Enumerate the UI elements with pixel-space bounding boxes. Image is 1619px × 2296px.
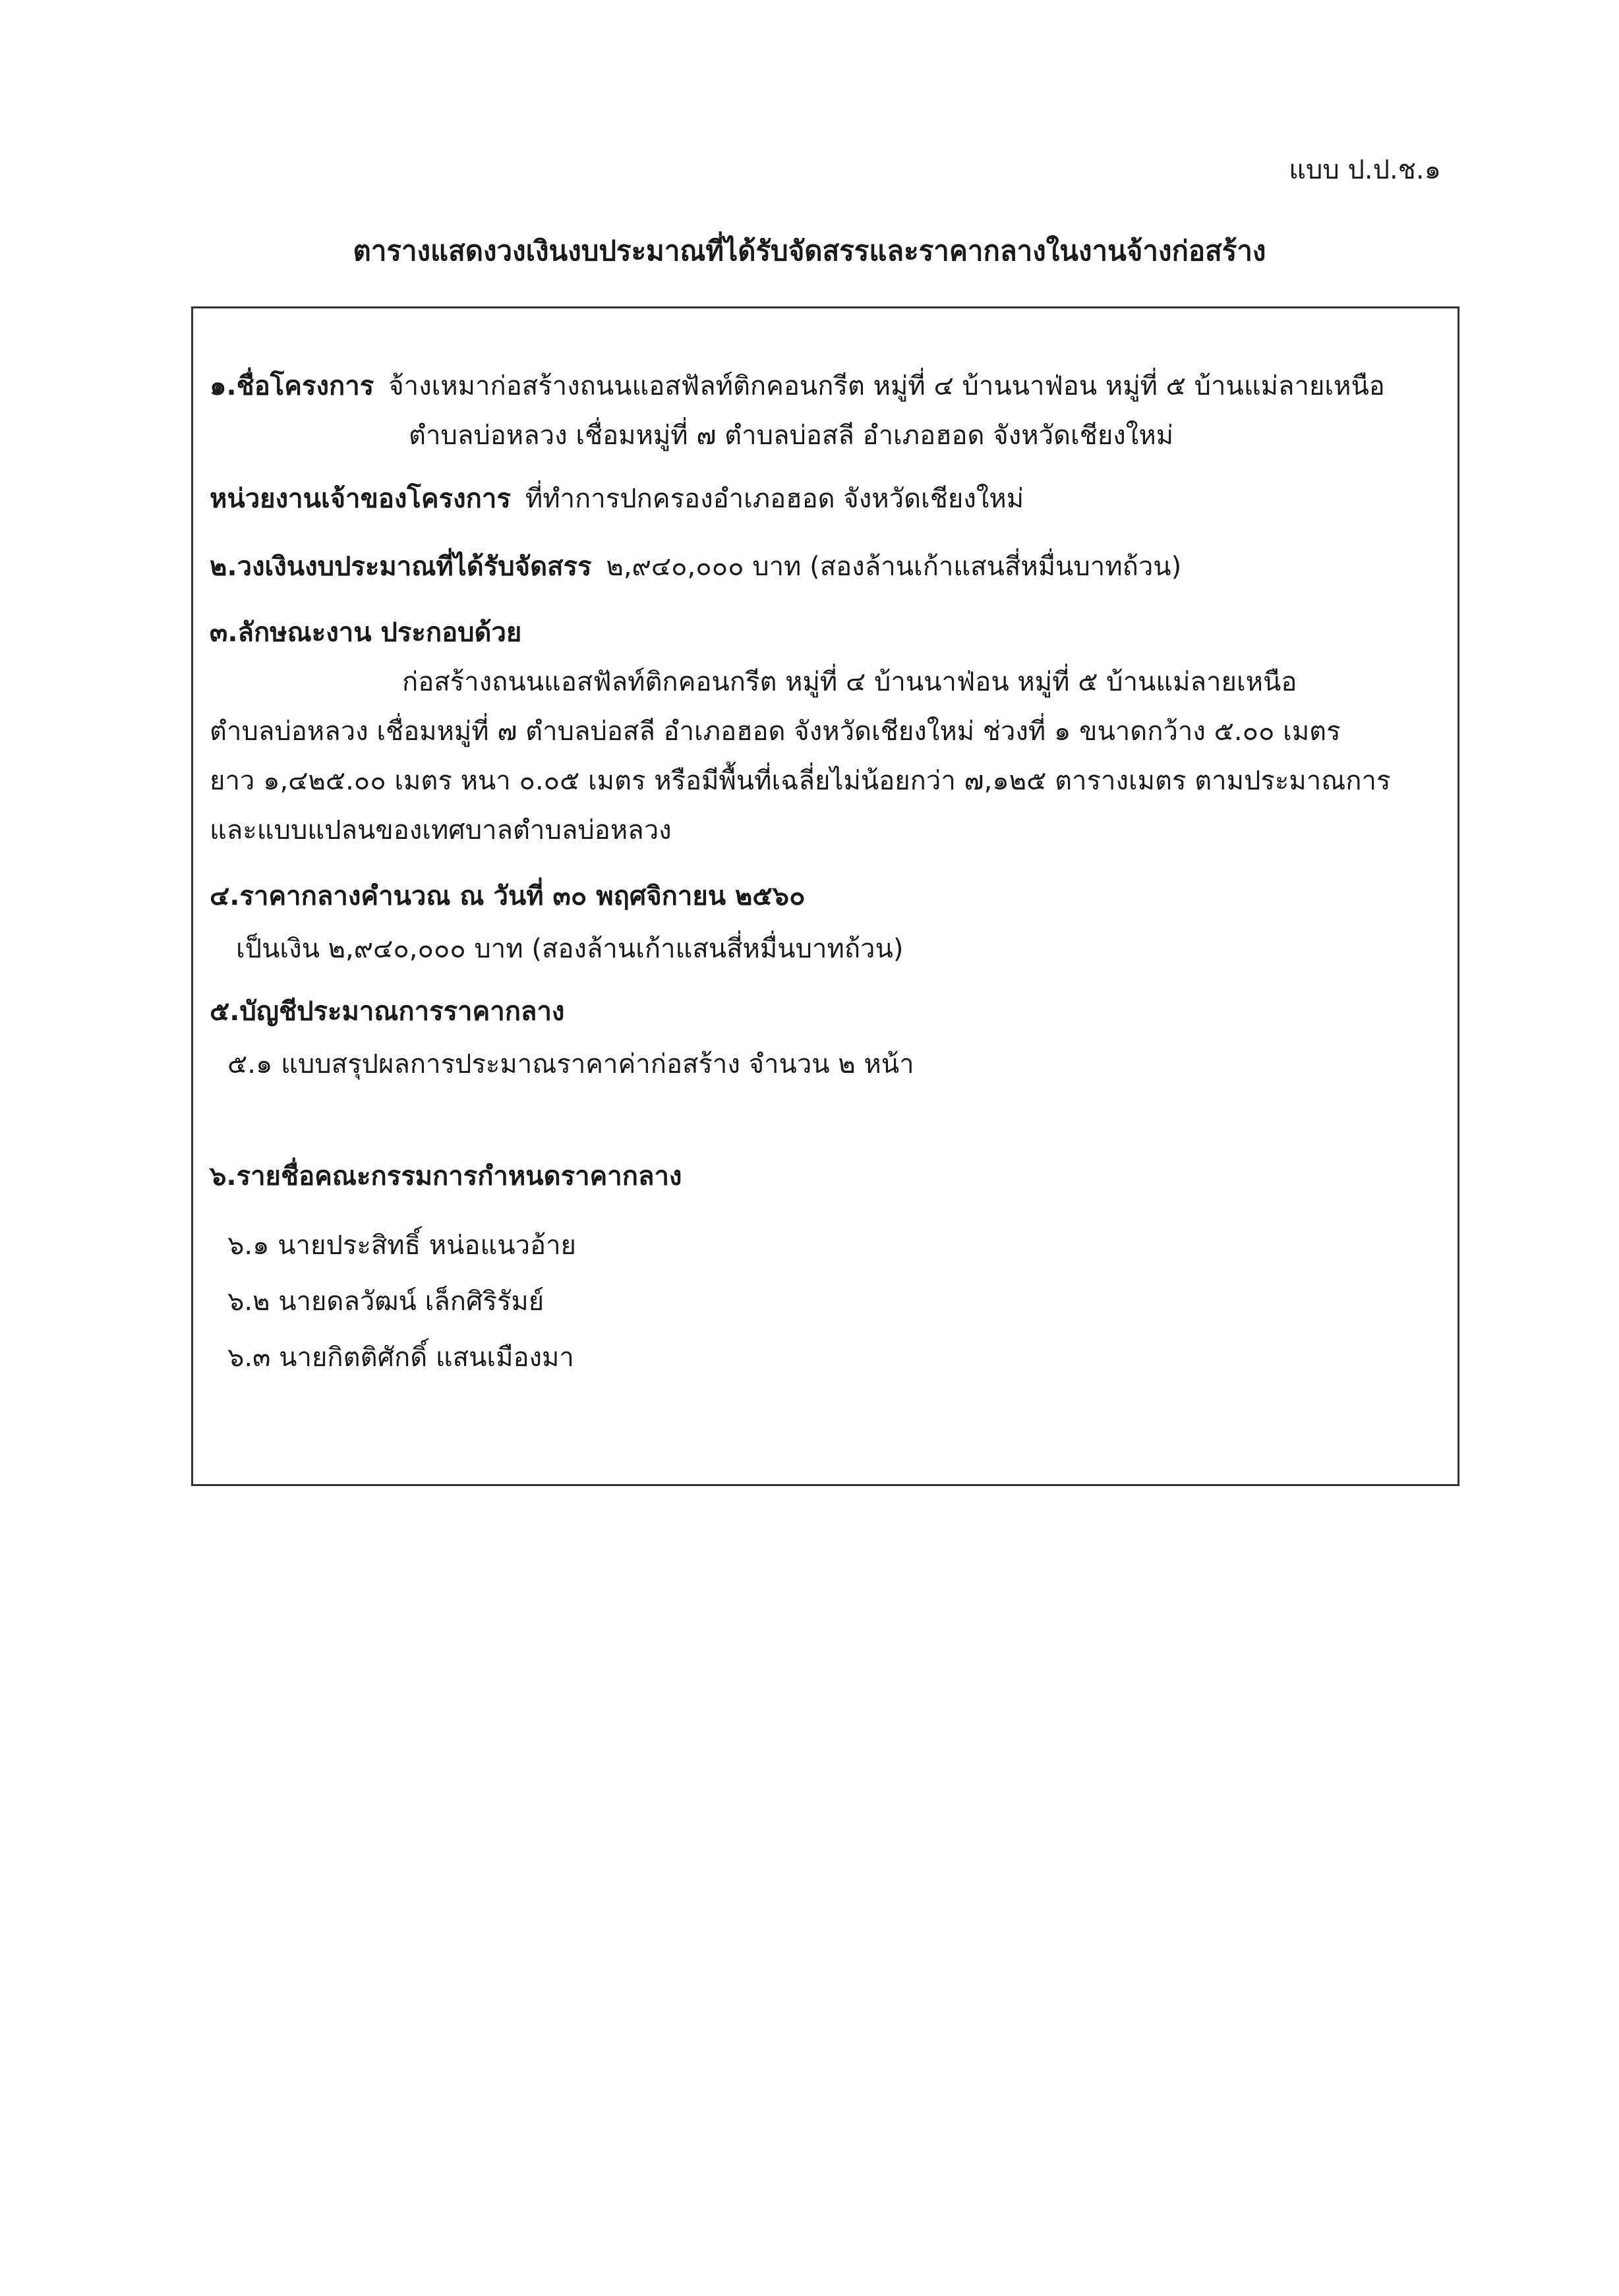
section-1-line-1: จ้างเหมาก่อสร้างถนนแอสฟัลท์ติกคอนกรีต หมู่ที่ ๔ บ้านนาฟ่อน หมู่ที่ ๕ บ้านแม่ลายเหนือ [388, 371, 1385, 401]
section-2-label: ๒.วงเงินงบประมาณที่ได้รับจัดสรร [210, 552, 592, 582]
document-title: ตารางแสดงวงเงินงบประมาณที่ได้รับจัดสรรและราคากลางในงานจ้างก่อสร้าง [353, 235, 1266, 267]
section-1-line-2: ตำบลบ่อหลวง เชื่อมหมู่ที่ ๗ ตำบลบ่อสลี อำเภอฮอด จังหวัดเชียงใหม่ [409, 420, 1174, 451]
section-1-label: ๑.ชื่อโครงการ [210, 371, 374, 401]
section-3-line-1: ก่อสร้างถนนแอสฟัลท์ติกคอนกรีต หมู่ที่ ๔ บ้านนาฟ่อน หมู่ที่ ๕ บ้านแม่ลายเหนือ [402, 667, 1297, 697]
committee-member-2: ๖.๒ นายดลวัฒน์ เล็กศิริรัมย์ [227, 1286, 545, 1317]
owner-value: ที่ทำการปกครองอำเภอฮอด จังหวัดเชียงใหม่ [525, 484, 1024, 514]
section-4-value: เป็นเงิน ๒,๙๔๐,๐๐๐ บาท (สองล้านเก้าแสนสี่หมื่นบาทถ้วน) [236, 934, 904, 964]
section-3-label: ๓.ลักษณะงาน ประกอบด้วย [210, 617, 522, 648]
section-2-row [210, 554, 1181, 580]
form-code: แบบ ป.ป.ช.๑ [1289, 155, 1441, 185]
committee-member-1: ๖.๑ นายประสิทธิ์ หน่อแนวอ้าย [227, 1230, 576, 1261]
section-3-line-3: ยาว ๑,๔๒๕.๐๐ เมตร หนา ๐.๐๕ เมตร หรือมีพื้นที่เฉลี่ยไม่น้อยกว่า ๗,๑๒๕ ตารางเมตร ตามประมาณการ [210, 766, 1391, 796]
section-5-item-1: ๕.๑ แบบสรุปผลการประมาณราคาค่าก่อสร้าง จำนวน ๒ หน้า [227, 1049, 914, 1079]
owner-row [210, 486, 1024, 512]
section-1-row [210, 373, 1385, 399]
committee-member-3: ๖.๓ นายกิตติศักดิ์ แสนเมืองมา [227, 1342, 574, 1373]
section-3-line-4: และแบบแปลนของเทศบาลตำบลบ่อหลวง [210, 815, 672, 846]
section-4-label: ๔.ราคากลางคำนวณ ณ วันที่ ๓๐ พฤศจิกายน ๒๕๖๐ [210, 881, 806, 911]
section-3-line-2: ตำบลบ่อหลวง เชื่อมหมู่ที่ ๗ ตำบลบ่อสลี อำเภอฮอด จังหวัดเชียงใหม่ ช่วงที่ ๑ ขนาดกว้าง ๕.๐๐ เมตร [210, 716, 1341, 747]
section-2-value: ๒,๙๔๐,๐๐๐ บาท (สองล้านเก้าแสนสี่หมื่นบาทถ้วน) [606, 552, 1182, 582]
section-6-label: ๖.รายชื่อคณะกรรมการกำหนดราคากลาง [210, 1161, 682, 1191]
section-5-label: ๕.บัญชีประมาณการราคากลาง [210, 996, 565, 1027]
owner-label: หน่วยงานเจ้าของโครงการ [210, 484, 511, 514]
